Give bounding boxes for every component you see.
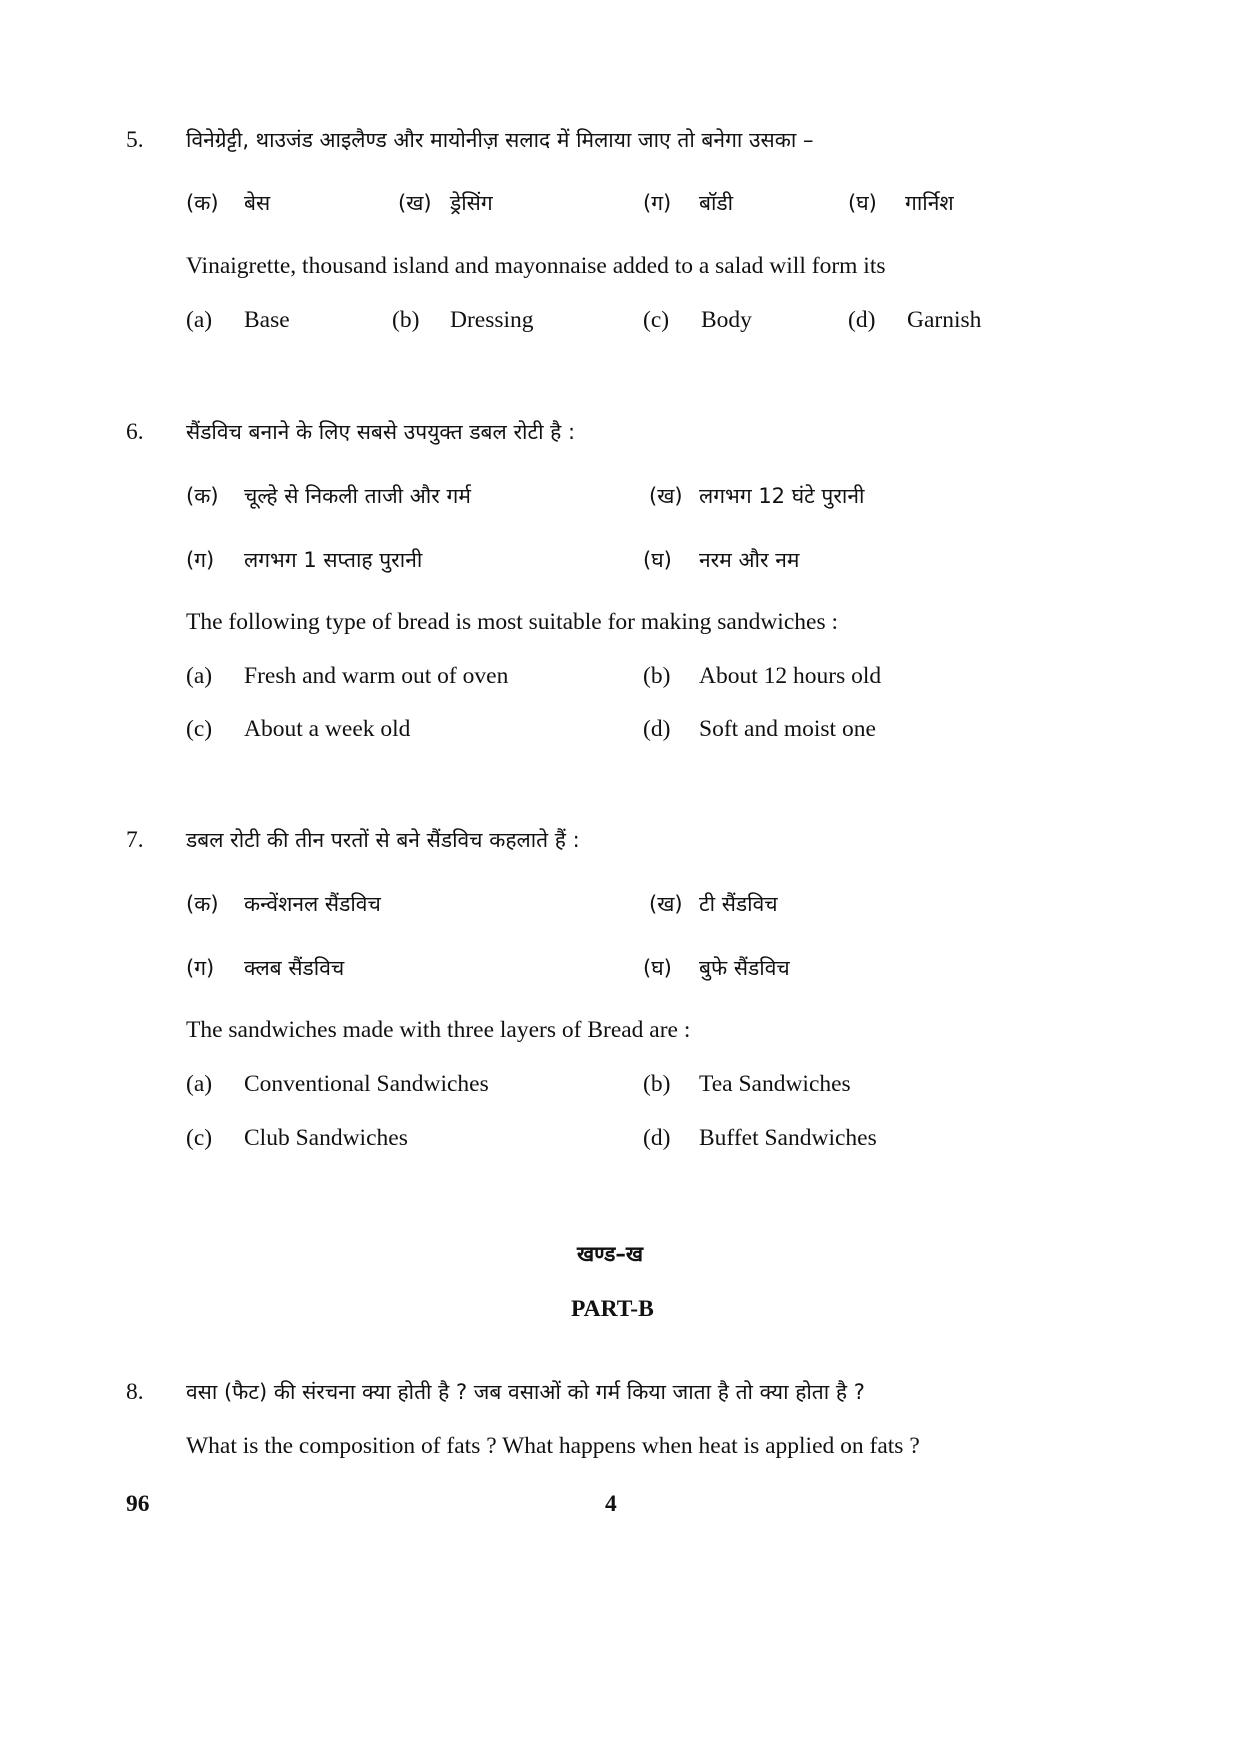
option-text: About a week old	[244, 716, 411, 742]
section-title-english: PART-B	[571, 1296, 654, 1322]
option-label: (b)	[392, 307, 420, 333]
section-title-hindi: खण्ड–ख	[577, 1242, 644, 1266]
option-text: कन्वेंशनल सैंडविच	[244, 892, 381, 916]
option-label: (क)	[186, 892, 219, 916]
option-text: बॉडी	[699, 191, 734, 215]
option-label: (ख)	[398, 191, 432, 215]
option-label: (घ)	[643, 956, 672, 980]
question-text-hindi: डबल रोटी की तीन परतों से बने सैंडविच कहलाते हैं :	[186, 828, 580, 852]
option-text: Soft and moist one	[699, 716, 876, 742]
question-text-english: The sandwiches made with three layers of Bread are :	[186, 1017, 691, 1043]
question-number: 7.	[126, 827, 144, 853]
option-text: नरम और नम	[699, 548, 800, 572]
option-label: (c)	[186, 716, 213, 742]
option-text: लगभग 1 सप्ताह पुरानी	[244, 548, 423, 572]
option-text: ड्रेसिंग	[450, 191, 493, 215]
option-label: (ख)	[649, 484, 683, 508]
option-text: Club Sandwiches	[244, 1125, 408, 1151]
option-text: Dressing	[450, 307, 534, 333]
option-text: Conventional Sandwiches	[244, 1071, 489, 1097]
option-text: टी सैंडविच	[699, 892, 778, 916]
option-label: (a)	[186, 663, 213, 689]
option-text: चूल्हे से निकली ताजी और गर्म	[244, 484, 471, 508]
option-label: (ग)	[186, 548, 215, 572]
question-text-english: The following type of bread is most suitable for making sandwiches :	[186, 609, 838, 635]
question-number: 6.	[126, 419, 144, 445]
question-number: 5.	[126, 127, 144, 153]
question-text-hindi: वसा (फैट) की संरचना क्या होती है ? जब वसाओं को गर्म किया जाता है तो क्या होता है ?	[186, 1380, 865, 1404]
option-text: क्लब सैंडविच	[244, 956, 345, 980]
option-label: (d)	[643, 1125, 671, 1151]
option-label: (क)	[186, 191, 219, 215]
question-text-english: What is the composition of fats ? What happens when heat is applied on fats ?	[186, 1433, 920, 1459]
option-text: लगभग 12 घंटे पुरानी	[699, 484, 865, 508]
page-number: 4	[605, 1491, 617, 1517]
option-text: Tea Sandwiches	[699, 1071, 851, 1097]
question-text-english: Vinaigrette, thousand island and mayonnaise added to a salad will form its	[186, 253, 886, 279]
option-text: Fresh and warm out of oven	[244, 663, 509, 689]
option-text: गार्निश	[905, 191, 954, 215]
option-label: (c)	[186, 1125, 213, 1151]
option-label: (b)	[643, 1071, 671, 1097]
option-text: बुफे सैंडविच	[699, 956, 790, 980]
option-label: (a)	[186, 307, 213, 333]
option-label: (a)	[186, 1071, 213, 1097]
option-text: Garnish	[907, 307, 982, 333]
option-text: Base	[244, 307, 290, 333]
option-label: (घ)	[643, 548, 672, 572]
option-label: (ग)	[643, 191, 672, 215]
option-label: (ग)	[186, 956, 215, 980]
option-label: (ख)	[649, 892, 683, 916]
paper-code: 96	[126, 1491, 150, 1517]
option-text: About 12 hours old	[699, 663, 882, 689]
question-text-hindi: विनेग्रेट्टी, थाउजंड आइलैण्ड और मायोनीज़ सलाद में मिलाया जाए तो बनेगा उसका –	[186, 128, 814, 152]
option-label: (d)	[643, 716, 671, 742]
option-text: Body	[701, 307, 752, 333]
question-number: 8.	[126, 1379, 144, 1405]
option-label: (घ)	[848, 191, 877, 215]
option-label: (क)	[186, 484, 219, 508]
option-text: Buffet Sandwiches	[699, 1125, 877, 1151]
option-label: (d)	[848, 307, 876, 333]
option-text: बेस	[244, 191, 271, 215]
question-text-hindi: सैंडविच बनाने के लिए सबसे उपयुक्त डबल रोटी है :	[186, 420, 576, 444]
option-label: (c)	[643, 307, 670, 333]
option-label: (b)	[643, 663, 671, 689]
